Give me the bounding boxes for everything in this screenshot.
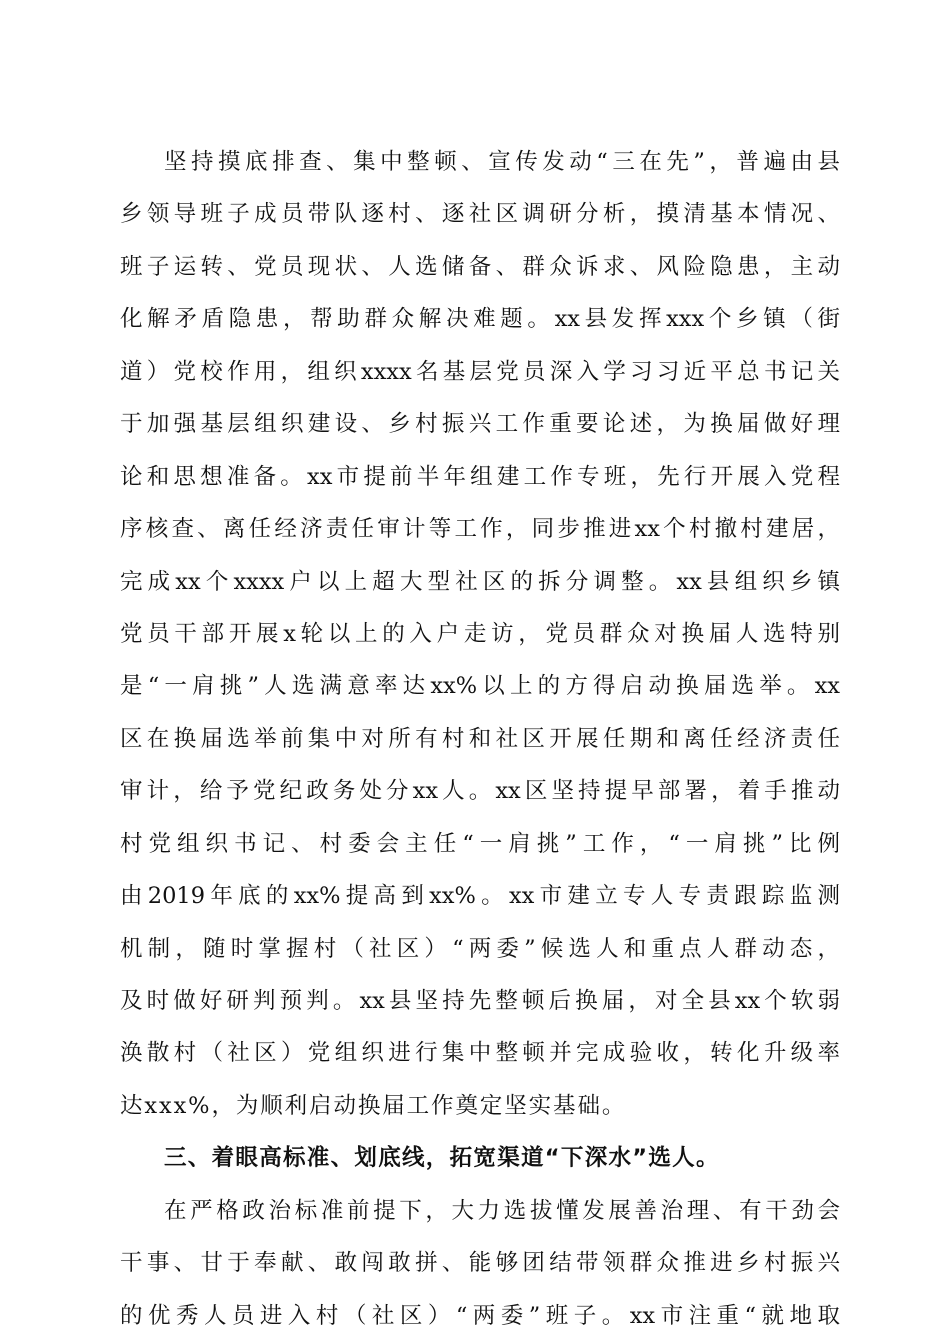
paragraph-line: 完成xx个xxxx户以上超大型社区的拆分调整。xx县组织乡镇 bbox=[120, 568, 840, 595]
paragraph-line: 区在换届选举前集中对所有村和社区开展任期和离任经济责任 bbox=[120, 725, 840, 752]
paragraph-line: 审计，给予党纪政务处分xx人。xx区坚持提早部署，着手推动 bbox=[120, 778, 840, 805]
paragraph-line: 机制，随时掌握村（社区）“两委”候选人和重点人群动态， bbox=[120, 935, 840, 962]
paragraph-line: 于加强基层组织建设、乡村振兴工作重要论述，为换届做好理 bbox=[120, 411, 840, 438]
paragraph-line: 及时做好研判预判。xx县坚持先整顿后换届，对全县xx个软弱 bbox=[120, 988, 840, 1014]
section-heading: 三、着眼高标准、划底线，拓宽渠道“下深水”选人。 bbox=[164, 1145, 720, 1172]
paragraph-line: 在严格政治标准前提下，大力选拔懂发展善治理、有干劲会 bbox=[164, 1197, 840, 1224]
paragraph-line: 干事、甘于奉献、敢闯敢拼、能够团结带领群众推进乡村振兴 bbox=[120, 1250, 840, 1277]
paragraph-line: 坚持摸底排查、集中整顿、宣传发动“三在先”，普遍由县 bbox=[164, 149, 840, 175]
paragraph-line: 序核查、离任经济责任审计等工作，同步推进xx个村撤村建居， bbox=[120, 516, 840, 543]
paragraph-line: 道）党校作用，组织xxxx名基层党员深入学习习近平总书记关 bbox=[120, 358, 840, 385]
paragraph-line: 的优秀人员进入村（社区）“两委”班子。xx市注重“就地取 bbox=[120, 1302, 840, 1329]
paragraph-line: 涣散村（社区）党组织进行集中整顿并完成验收，转化升级率 bbox=[120, 1040, 840, 1067]
paragraph-line: 化解矛盾隐患，帮助群众解决难题。xx县发挥xxx个乡镇（街 bbox=[120, 306, 840, 333]
paragraph-line: 村党组织书记、村委会主任“一肩挑”工作，“一肩挑”比例 bbox=[120, 830, 840, 857]
paragraph-line: 党员干部开展x轮以上的入户走访，党员群众对换届人选特别 bbox=[120, 620, 840, 647]
paragraph-line: 班子运转、党员现状、人选储备、群众诉求、风险隐患，主动 bbox=[120, 253, 840, 280]
paragraph-line: 由2019年底的xx%提高到xx%。xx市建立专人专责跟踪监测 bbox=[120, 883, 840, 910]
paragraph-line: 是“一肩挑”人选满意率达xx%以上的方得启动换届选举。xx bbox=[120, 673, 840, 700]
paragraph-line: 达xxx%，为顺利启动换届工作奠定坚实基础。 bbox=[120, 1092, 627, 1119]
paragraph-line: 乡领导班子成员带队逐村、逐社区调研分析，摸清基本情况、 bbox=[120, 201, 840, 228]
paragraph-line: 论和思想准备。xx市提前半年组建工作专班，先行开展入党程 bbox=[120, 463, 840, 490]
body-text bbox=[120, 136, 840, 1342]
